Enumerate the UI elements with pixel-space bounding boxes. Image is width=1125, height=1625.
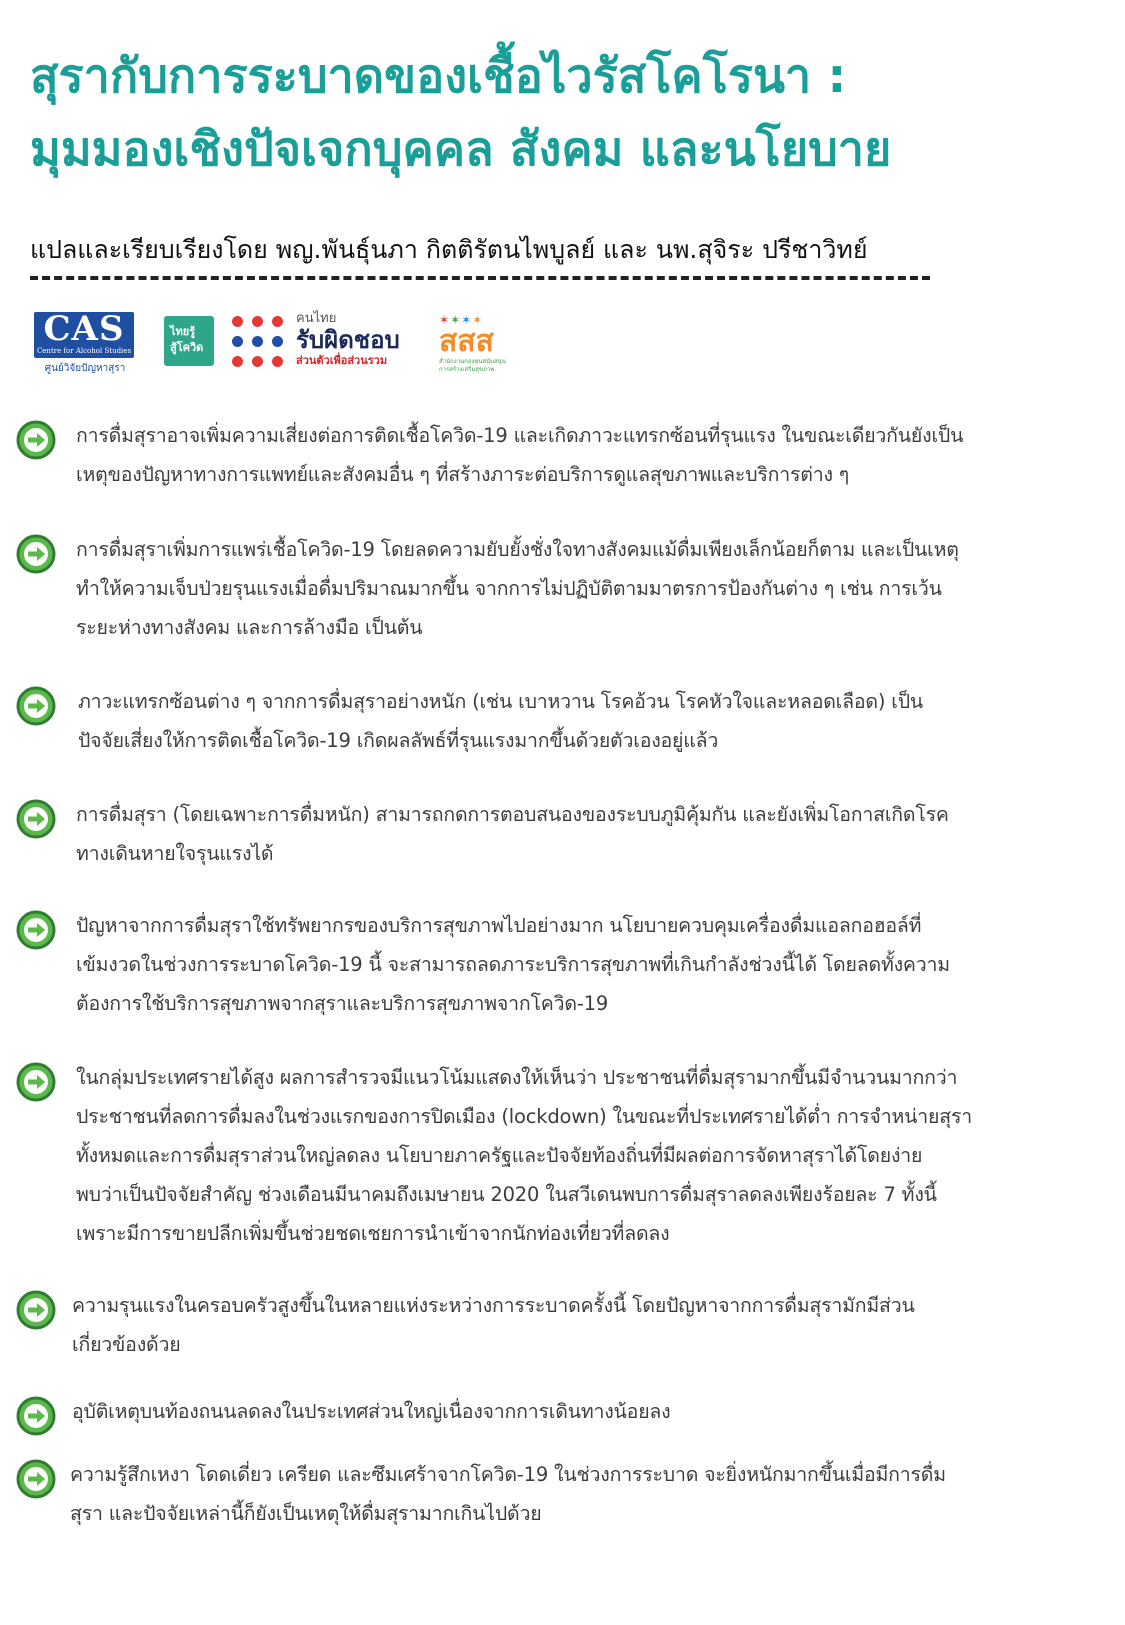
cas-logo-english: Centre for Alcohol Studies <box>36 347 132 355</box>
bullet-text <box>78 682 1106 760</box>
thaihealth-name: สสส <box>439 324 494 359</box>
logo-dot <box>272 336 283 347</box>
bullet-line: ภาวะแทรกซ้อนต่าง ๆ จากการดื่มสุราอย่างหนัก (เช่น เบาหวาน โรคอ้วน โรคหัวใจและหลอดเลือด) เป็น <box>78 690 924 713</box>
bullet-text <box>72 1392 1106 1431</box>
logo-dot <box>232 336 243 347</box>
bullet-line: เกี่ยวข้องด้วย <box>72 1333 181 1356</box>
bullet-line: การดื่มสุรา (โดยเฉพาะการดื่มหนัก) สามารถกดการตอบสนองของระบบภูมิคุ้มกัน และยังเพิ่มโอกาสเกิดโรค <box>76 803 949 826</box>
thaihealth-logo <box>439 314 509 374</box>
green-arrow-icon <box>16 1290 56 1330</box>
subtitle-translators: แปลและเรียบเรียงโดย พญ.พันธุ์นภา กิตติรัตนไพบูลย์ และ นพ.สุจิระ ปรีชาวิทย์ <box>30 235 868 264</box>
logo-dot <box>272 356 283 367</box>
bullet-text <box>76 530 1106 647</box>
title-line-2: มุมมองเชิงปัจเจกบุคคล สังคม และนโยบาย <box>30 122 892 177</box>
bullet-text <box>70 1455 1106 1533</box>
bullet-line: สุรา และปัจจัยเหล่านี้ก็ยังเป็นเหตุให้ดื่มสุรามากเกินไปด้วย <box>70 1502 542 1525</box>
bullet-text <box>76 1058 1106 1253</box>
bullet-line: เหตุของปัญหาทางการแพทย์และสังคมอื่น ๆ ที่สร้างภาระต่อบริการดูแลสุขภาพและบริการต่าง ๆ <box>76 463 850 486</box>
bullet-line: ความรุนแรงในครอบครัวสูงขึ้นในหลายแห่งระหว่างการระบาดครั้งนี้ โดยปัญหาจากการดื่มสุรามักมีส่วน <box>72 1294 915 1317</box>
bullet-text <box>76 795 1106 873</box>
bullet-line: ต้องการใช้บริการสุขภาพจากสุราและบริการสุขภาพจากโควิด-19 <box>76 992 609 1015</box>
bullet-line: พบว่าเป็นปัจจัยสำคัญ ช่วงเดือนมีนาคมถึงเมษายน 2020 ในสวีเดนพบการดื่มสุราลดลงเพียงร้อยละ 7 ทั้งนี้ <box>76 1183 937 1206</box>
logo-dot <box>232 356 243 367</box>
logo-dot <box>232 316 243 327</box>
responsibility-logo <box>296 312 446 368</box>
bullet-line: ความรู้สึกเหงา โดดเดี่ยว เครียด และซึมเศร้าจากโควิด-19 ในช่วงการระบาด จะยิ่งหนักมากขึ้นเมื่อมีการดื่ม <box>70 1463 946 1486</box>
bullet-line: ปัจจัยเสี่ยงให้การติดเชื้อโควิด-19 เกิดผลลัพธ์ที่รุนแรงมากขึ้นด้วยตัวเองอยู่แล้ว <box>78 729 719 752</box>
title-line-1: สุรากับการระบาดของเชื้อไวรัสโคโรนา : <box>30 49 847 104</box>
thaiwin-line-1: ไทยรู้ <box>170 325 196 338</box>
responsibility-big: รับผิดชอบ <box>296 326 400 354</box>
bullet-line: ในกลุ่มประเทศรายได้สูง ผลการสำรวจมีแนวโน้มแสดงให้เห็นว่า ประชาชนที่ดื่มสุรามากขึ้นมีจำนวนมากกว่า <box>76 1066 958 1089</box>
green-arrow-icon <box>16 686 56 726</box>
green-arrow-icon <box>16 420 56 460</box>
bullet-line: ปัญหาจากการดื่มสุราใช้ทรัพยากรของบริการสุขภาพไปอย่างมาก นโยบายควบคุมเครื่องดื่มแอลกอฮอล์ที่ <box>76 914 922 937</box>
dot-grid-logo <box>232 316 292 372</box>
bullet-line: ระยะห่างทางสังคม และการล้างมือ เป็นต้น <box>76 616 423 639</box>
logo-dot <box>252 316 263 327</box>
bullet-line: เข้มงวดในช่วงการระบาดโควิด-19 นี้ จะสามารถลดภาระบริการสุขภาพที่เกินกำลังช่วงนี้ได้ โดยลดทั้งความ <box>76 953 950 976</box>
green-arrow-icon <box>16 1396 56 1436</box>
green-arrow-icon <box>16 1459 56 1499</box>
bullet-text <box>76 906 1106 1023</box>
responsibility-small: คนไทย <box>296 311 337 326</box>
green-arrow-icon <box>16 910 56 950</box>
thaihealth-small: สำนักงานกองทุนสนับสนุนการสร้างเสริมสุขภาพ <box>439 358 506 373</box>
dashed-divider <box>30 276 930 280</box>
bullet-line: เพราะมีการขายปลีกเพิ่มขึ้นช่วยชดเชยการนำเข้าจากนักท่องเที่ยวที่ลดลง <box>76 1222 670 1245</box>
logo-dot <box>272 316 283 327</box>
cas-logo-text: CAS <box>43 312 125 349</box>
logo-dot <box>252 356 263 367</box>
cas-logo <box>34 312 136 382</box>
responsibility-sub: ส่วนตัวเพื่อส่วนรวม <box>296 354 388 367</box>
bullet-text <box>76 416 1106 494</box>
thai-fight-covid-logo <box>164 316 214 366</box>
bullet-line: ทำให้ความเจ็บป่วยรุนแรงเมื่อดื่มปริมาณมากขึ้น จากการไม่ปฏิบัติตามมาตรการป้องกันต่าง ๆ เช่น การเว้น <box>76 577 942 600</box>
bullet-line: การดื่มสุราอาจเพิ่มความเสี่ยงต่อการติดเชื้อโควิด-19 และเกิดภาวะแทรกซ้อนที่รุนแรง ในขณะเดียวกันยังเป็น <box>76 424 964 447</box>
green-arrow-icon <box>16 534 56 574</box>
cas-logo-thai: ศูนย์วิจัยปัญหาสุรา <box>44 363 126 374</box>
green-arrow-icon <box>16 799 56 839</box>
page-title <box>30 40 1100 186</box>
bullet-text <box>72 1286 1106 1364</box>
thaiwin-line-2: สู้โควิด <box>170 341 204 354</box>
thaihealth-stars-icon: ✶✶✶✶ <box>439 313 484 327</box>
bullet-line: การดื่มสุราเพิ่มการแพร่เชื้อโควิด-19 โดยลดความยับยั้งชั่งใจทางสังคมแม้ดื่มเพียงเล็กน้อยก็ตาม และเป็นเหตุ <box>76 538 959 561</box>
bullet-line: ทางเดินหายใจรุนแรงได้ <box>76 842 274 865</box>
bullet-line: ประชาชนที่ลดการดื่มลงในช่วงแรกของการปิดเมือง (lockdown) ในขณะที่ประเทศรายได้ต่ำ การจำหน่ายสุรา <box>76 1105 972 1128</box>
green-arrow-icon <box>16 1062 56 1102</box>
bullet-line: ทั้งหมดและการดื่มสุราส่วนใหญ่ลดลง นโยบายภาครัฐและปัจจัยท้องถิ่นที่มีผลต่อการจัดหาสุราได้โดยง่าย <box>76 1144 923 1167</box>
logo-dot <box>252 336 263 347</box>
bullet-line: อุบัติเหตุบนท้องถนนลดลงในประเทศส่วนใหญ่เนื่องจากการเดินทางน้อยลง <box>72 1400 671 1423</box>
